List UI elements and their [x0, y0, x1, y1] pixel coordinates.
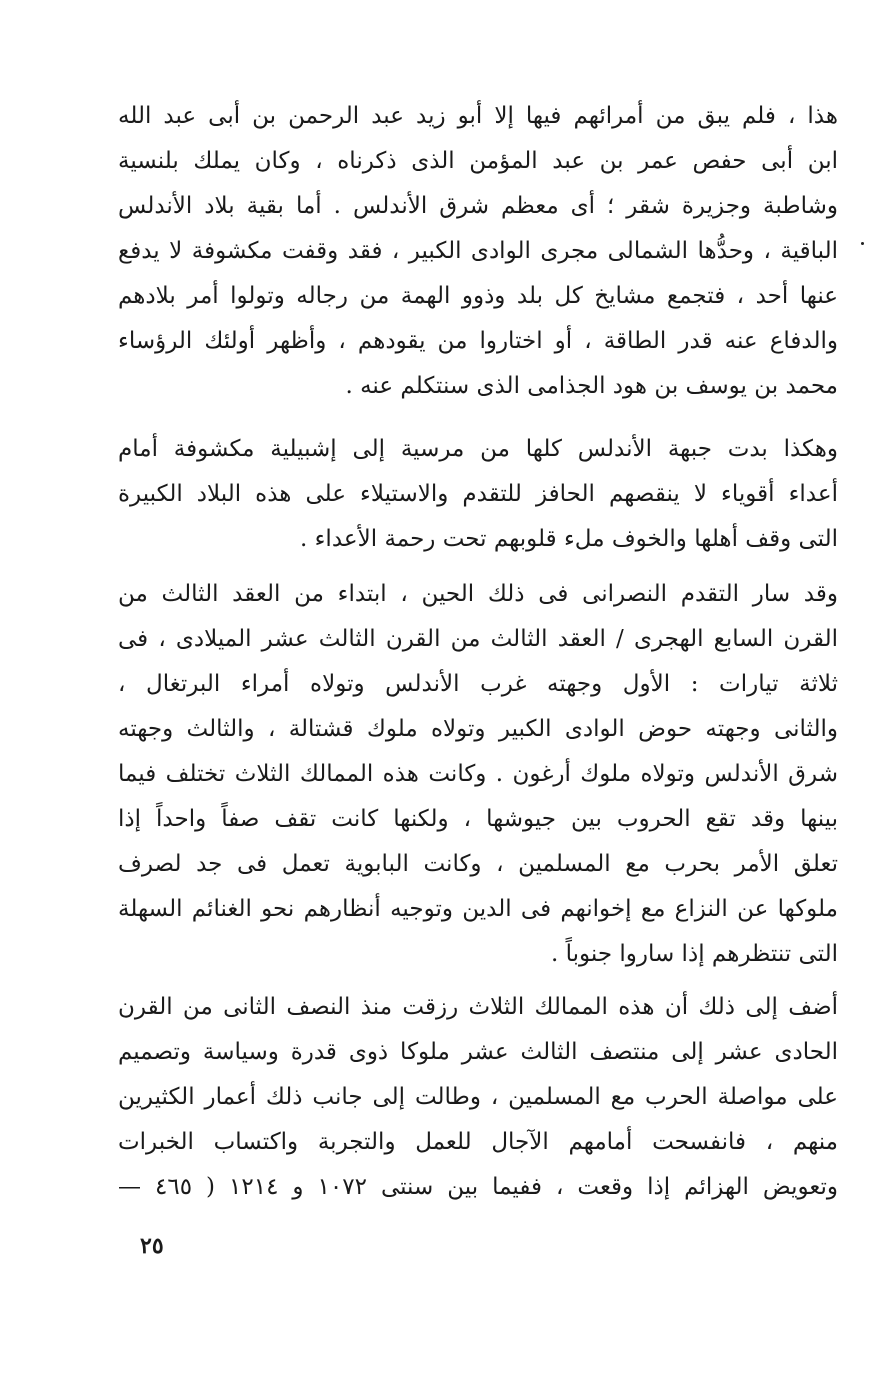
paragraph-3 — [118, 572, 838, 977]
text-line: التى وقف أهلها والخوف ملء قلوبهم تحت رحمة الأعداء . — [300, 526, 838, 552]
text-line: وتعويض الهزائم إذا وقعت ، ففيما بين سنتى ١٠٧٢ و ١٢١٤ ( ٤٦٥ — — [118, 1174, 838, 1200]
text-line: شرق الأندلس وتولاه ملوك أرغون . وكانت هذه الممالك الثلاث تختلف فيما — [118, 761, 838, 787]
text-line: القرن السابع الهجرى / العقد الثالث من القرن الثالث عشر الميلادى ، فى — [118, 626, 838, 652]
text-line: على مواصلة الحرب مع المسلمين ، وطالت إلى جانب ذلك أعمار الكثيرين — [118, 1084, 838, 1110]
text-line: أعداء أقوياء لا ينقصهم الحافز للتقدم والاستيلاء على هذه البلاد الكبيرة — [118, 481, 838, 507]
text-line: وقد سار التقدم النصرانى فى ذلك الحين ، ابتداء من العقد الثالث من — [118, 581, 838, 607]
margin-ink-speck — [861, 242, 864, 245]
text-line: التى تنتظرهم إذا ساروا جنوباً . — [550, 941, 838, 967]
text-line: ثلاثة تيارات : الأول وجهته غرب الأندلس وتولاه أمراء البرتغال ، — [118, 671, 838, 697]
text-line: ابن أبى حفص عمر بن عبد المؤمن الذى ذكرناه ، وكان يملك بلنسية — [118, 148, 838, 174]
paragraph-2 — [118, 427, 838, 562]
page-number: ٢٥ — [140, 1233, 164, 1259]
text-line: الحادى عشر إلى منتصف الثالث عشر ملوكا ذوى قدرة وسياسة وتصميم — [118, 1039, 838, 1065]
text-line: والثانى وجهته حوض الوادى الكبير وتولاه ملوك قشتالة ، والثالث وجهته — [118, 716, 838, 742]
text-line: عنها أحد ، فتجمع مشايخ كل بلد وذوو الهمة من رجاله وتولوا أمر بلادهم — [118, 283, 838, 309]
text-line: الباقية ، وحدُّها الشمالى مجرى الوادى الكبير ، فقد وقفت مكشوفة لا يدفع — [118, 238, 838, 264]
text-line: وهكذا بدت جبهة الأندلس كلها من مرسية إلى إشبيلية مكشوفة أمام — [118, 436, 838, 462]
text-line: أضف إلى ذلك أن هذه الممالك الثلاث رزقت منذ النصف الثانى من القرن — [118, 994, 838, 1020]
text-line: ملوكها عن النزاع مع إخوانهم فى الدين وتوجيه أنظارهم نحو الغنائم السهلة — [118, 896, 838, 922]
text-line: والدفاع عنه قدر الطاقة ، أو اختاروا من يقودهم ، وأظهر أولئك الرؤساء — [118, 328, 838, 354]
text-line: هذا ، فلم يبق من أمرائهم فيها إلا أبو زيد عبد الرحمن بن أبى عبد الله — [118, 103, 838, 129]
paragraph-1 — [118, 94, 838, 409]
text-line: محمد بن يوسف بن هود الجذامى الذى سنتكلم عنه . — [345, 373, 838, 399]
paragraph-4 — [118, 985, 838, 1210]
text-line: بينها وقد تقع الحروب بين جيوشها ، ولكنها كانت تقف صفاً واحداً إذا — [118, 806, 838, 832]
text-line: وشاطبة وجزيرة شقر ؛ أى معظم شرق الأندلس . أما بقية بلاد الأندلس — [118, 193, 838, 219]
text-line: تعلق الأمر بحرب مع المسلمين ، وكانت البابوية تعمل فى جد لصرف — [118, 851, 838, 877]
text-line: منهم ، فانفسحت أمامهم الآجال للعمل والتجربة واكتساب الخبرات — [118, 1129, 838, 1155]
